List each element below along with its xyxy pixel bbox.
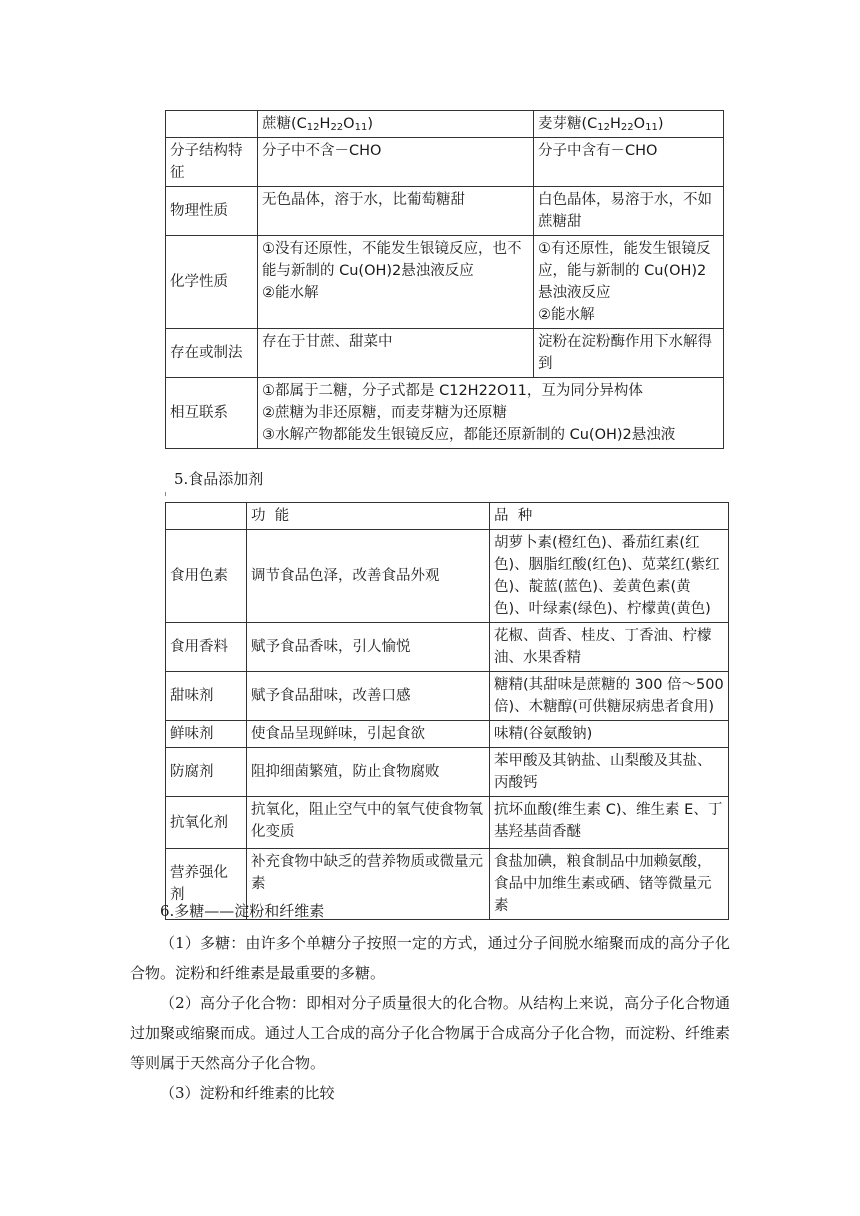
table-row [166,530,729,623]
section-heading-food-additives: 5.食品添加剂 [174,470,264,488]
additive-function: 阻抑细菌繁殖，防止食物腐败 [247,748,490,797]
table-row [166,721,729,748]
additive-variety: 苯甲酸及其钠盐、山梨酸及其盐、丙酸钙 [490,748,729,797]
maltose-cell: 分子中含有－CHO [534,138,724,187]
relation-cell [258,378,724,449]
table-row [166,748,729,797]
additive-variety: 花椒、茴香、桂皮、丁香油、柠檬油、水果香精 [490,623,729,672]
table-row [166,378,724,449]
maltose-cell: 淀粉在淀粉酶作用下水解得到 [534,329,724,378]
additive-function: 赋予食品香味，引人愉悦 [247,623,490,672]
section-heading-polysaccharides: 6.多糖——淀粉和纤维素 [160,902,325,920]
table-row [166,236,724,329]
additive-variety: 糖精(其甜味是蔗糖的 300 倍～500 倍)、木糖醇(可供糖尿病患者食用) [490,672,729,721]
header-maltose: 麦芽糖$(C_{12}H_{22}O_{11})$ [534,111,724,138]
additive-name: 防腐剂 [166,748,247,797]
maltose-cell: 白色晶体，易溶于水，不如蔗糖甜 [534,187,724,236]
food-additive-table [165,502,729,920]
additive-function: 补充食物中缺乏的营养物质或微量元素 [247,849,490,920]
row-label: 相互联系 [166,378,258,449]
cell-line: ②蔗糖为非还原糖，而麦芽糖为还原糖 [262,405,507,421]
additive-name: 营养强化剂 [166,849,247,920]
header-sucrose: 蔗糖$(C_{12}H_{22}O_{11})$ [258,111,534,138]
additive-name: 抗氧化剂 [166,797,247,849]
sucrose-cell: 存在于甘蔗、甜菜中 [258,329,534,378]
additive-function: 赋予食品甜味，改善口感 [247,672,490,721]
cell-line: ②能水解 [262,285,319,301]
header-variety: 品 种 [490,503,729,530]
cell-line: ②能水解 [538,307,595,323]
cell-line: ①没有还原性，不能发生银镜反应，也不能与新制的 Cu(OH)2悬浊液反应 [262,241,522,279]
additive-function: 调节食品色泽，改善食品外观 [247,530,490,623]
additive-variety: 胡萝卜素(橙红色)、番茄红素(红色)、胭脂红酸(红色)、苋菜红(紫红色)、靛蓝(蓝色)、姜黄色素(黄色)、叶绿素(绿色)、柠檬黄(黄色) [490,530,729,623]
cell-line: ①有还原性，能发生银镜反应，能与新制的 Cu(OH)2悬浊液反应 [538,241,711,301]
paragraph: （1）多糖：由许多个单糖分子按照一定的方式，通过分子间脱水缩聚而成的高分子化合物。淀粉和纤维素是最重要的多糖。 [130,934,730,982]
additive-function: 使食品呈现鲜味，引起食欲 [247,721,490,748]
row-label: 分子结构特征 [166,138,258,187]
cell-line: ③水解产物都能发生银镜反应，都能还原新制的 Cu(OH)2悬浊液 [262,427,676,443]
additive-variety: 食盐加碘，粮食制品中加赖氨酸，食品中加维生素或硒、锗等微量元素 [490,849,729,920]
table-row [166,672,729,721]
header-function: 功 能 [247,503,490,530]
sucrose-cell: 无色晶体，溶于水，比葡萄糖甜 [258,187,534,236]
additive-name: 鲜味剂 [166,721,247,748]
table-row [166,329,724,378]
table-row [166,187,724,236]
maltose-cell [534,236,724,329]
sucrose-cell: 分子中不含－CHO [258,138,534,187]
row-label: 化学性质 [166,236,258,329]
header-blank-cell [166,503,247,530]
sucrose-cell [258,236,534,329]
paragraph: （3）淀粉和纤维素的比较 [160,1084,335,1102]
sugar-comparison-table [165,110,724,449]
table-header-row [166,111,724,138]
additive-variety: 味精(谷氨酸钠) [490,721,729,748]
table-header-row [166,503,729,530]
additive-name: 甜味剂 [166,672,247,721]
row-label: 存在或制法 [166,329,258,378]
header-blank-cell [166,111,258,138]
additive-function: 抗氧化，阻止空气中的氧气使食物氧化变质 [247,797,490,849]
additive-name: 食用色素 [166,530,247,623]
table-row [166,797,729,849]
table-row [166,623,729,672]
row-label: 物理性质 [166,187,258,236]
paragraph: （2）高分子化合物：即相对分子质量很大的化合物。从结构上来说，高分子化合物通过加聚或缩聚而成。通过人工合成的高分子化合物属于合成高分子化合物，而淀粉、纤维素等则属于天然高分子化合物。 [130,994,731,1072]
additive-name: 食用香料 [166,623,247,672]
paragraph-marker [165,492,170,496]
additive-variety: 抗坏血酸(维生素 C)、维生素 E、丁基羟基茴香醚 [490,797,729,849]
cell-line: ①都属于二糖，分子式都是 C12H22O11，互为同分异构体 [262,383,643,399]
section6-body [130,928,730,1108]
table-row [166,138,724,187]
